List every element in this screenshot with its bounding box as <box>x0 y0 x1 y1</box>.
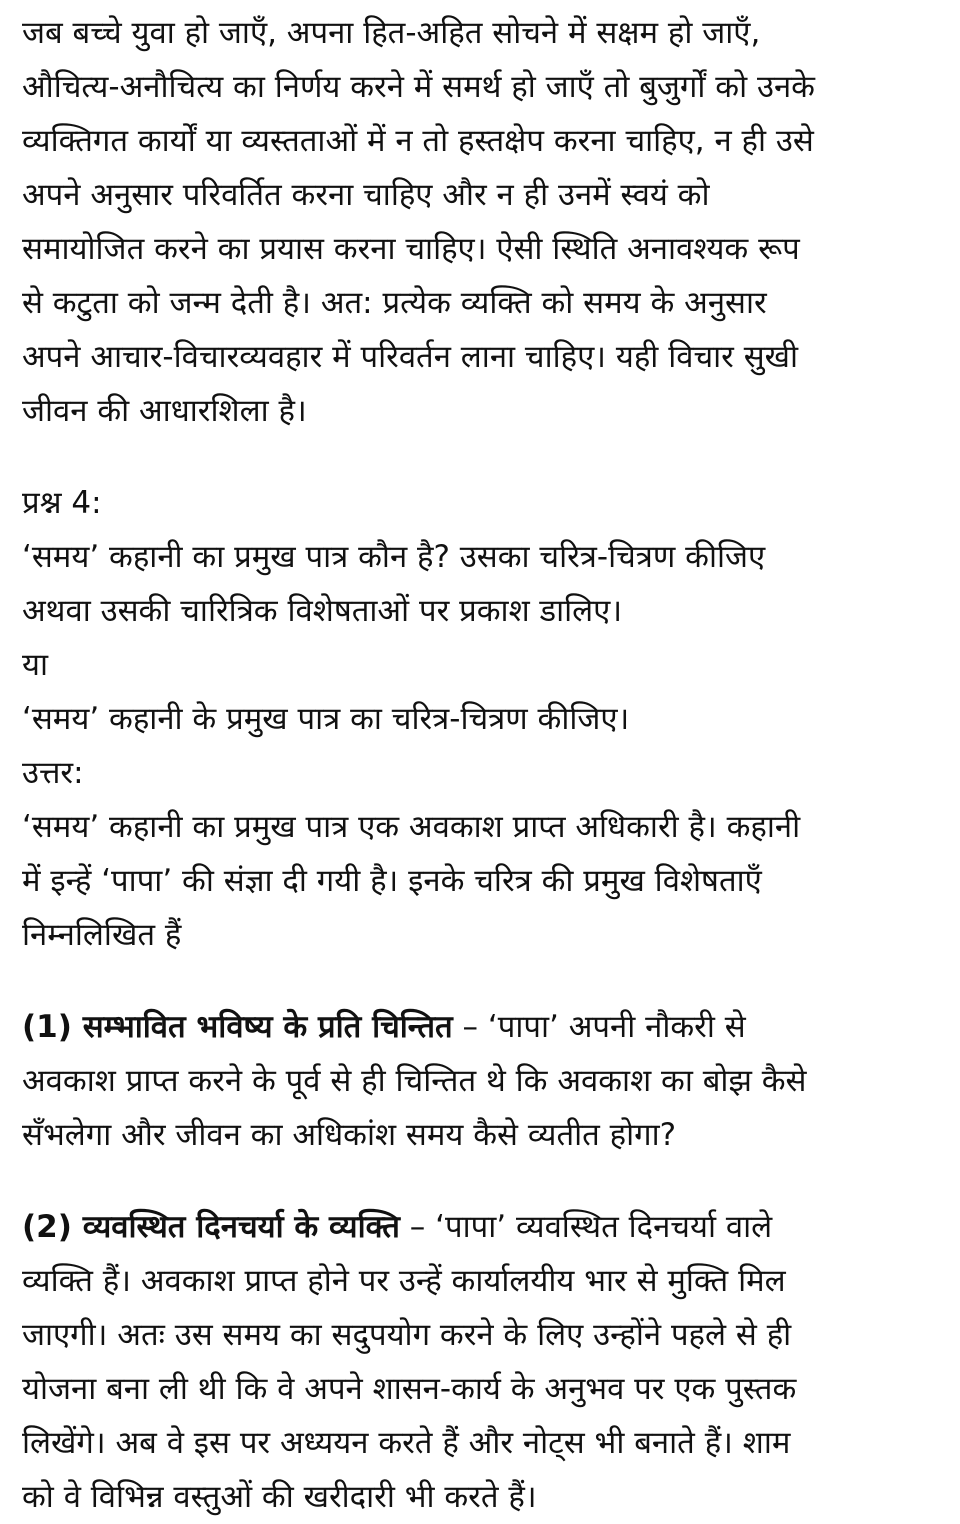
paragraph-gap <box>22 962 934 1000</box>
intro-line: अपने अनुसार परिवर्तित करना चाहिए और न ही उनमें स्वयं को <box>22 177 710 213</box>
point-1 <box>22 1000 934 1162</box>
point-1-line: सँभलेगा और जीवन का अधिकांश समय कैसे व्यतीत होगा? <box>22 1117 677 1153</box>
answer-line: में इन्हें ‘पापा’ की संज्ञा दी गयी है। इनके चरित्र की प्रमुख विशेषताएँ <box>22 863 762 899</box>
intro-paragraph <box>22 6 934 438</box>
paragraph-gap <box>22 438 934 476</box>
intro-line: से कटुता को जन्म देती है। अत: प्रत्येक व्यक्ति को समय के अनुसार <box>22 285 767 321</box>
point-1-first-line <box>22 1000 934 1054</box>
intro-line: अपने आचार-विचारव्यवहार में परिवर्तन लाना चाहिए। यही विचार सुखी <box>22 339 799 375</box>
point-1-first-text: – ‘पापा’ अपनी नौकरी से <box>452 1009 746 1045</box>
question-text-line: ‘समय’ कहानी का प्रमुख पात्र कौन है? उसका चरित्र-चित्रण कीजिए <box>22 539 766 575</box>
question-label: प्रश्न 4: <box>22 485 102 521</box>
answer-line: ‘समय’ कहानी का प्रमुख पात्र एक अवकाश प्राप्त अधिकारी है। कहानी <box>22 809 801 845</box>
answer-line: निम्नलिखित हैं <box>22 917 182 953</box>
point-2-first-line <box>22 1200 934 1254</box>
point-1-line: अवकाश प्राप्त करने के पूर्व से ही चिन्तित थे कि अवकाश का बोझ कैसे <box>22 1063 807 1099</box>
intro-line: व्यक्तिगत कार्यों या व्यस्तताओं में न तो हस्तक्षेप करना चाहिए, न ही उसे <box>22 123 814 159</box>
point-2-first-text: – ‘पापा’ व्यवस्थित दिनचर्या वाले <box>399 1209 773 1245</box>
intro-line: समायोजित करने का प्रयास करना चाहिए। ऐसी स्थिति अनावश्यक रूप <box>22 231 800 267</box>
paragraph-gap <box>22 1162 934 1200</box>
intro-line: जब बच्चे युवा हो जाएँ, अपना हित-अहित सोचने में सक्षम हो जाएँ, <box>22 15 761 51</box>
question-block <box>22 476 934 962</box>
alt-question-text: ‘समय’ कहानी के प्रमुख पात्र का चरित्र-चित्रण कीजिए। <box>22 701 630 737</box>
or-separator: या <box>22 647 49 683</box>
point-1-heading: (1) सम्भावित भविष्य के प्रति चिन्तित <box>22 1009 453 1045</box>
point-2-line: योजना बना ली थी कि वे अपने शासन-कार्य के अनुभव पर एक पुस्तक <box>22 1371 797 1407</box>
point-2-line: व्यक्ति हैं। अवकाश प्राप्त होने पर उन्हें कार्यालयीय भार से मुक्ति मिल <box>22 1263 786 1299</box>
answer-label: उत्तर: <box>22 755 84 791</box>
point-2-line: लिखेंगे। अब वे इस पर अध्ययन करते हैं और नोट्स भी बनाते हैं। शाम <box>22 1425 791 1461</box>
intro-line: औचित्य-अनौचित्य का निर्णय करने में समर्थ हो जाएँ तो बुजुर्गों को उनके <box>22 69 815 105</box>
point-2-line: जाएगी। अतः उस समय का सदुपयोग करने के लिए उन्होंने पहले से ही <box>22 1317 792 1353</box>
intro-line: जीवन की आधारशिला है। <box>22 393 307 429</box>
point-2 <box>22 1200 934 1524</box>
question-text-line: अथवा उसकी चारित्रिक विशेषताओं पर प्रकाश डालिए। <box>22 593 623 629</box>
point-2-heading: (2) व्यवस्थित दिनचर्या के व्यक्ति <box>22 1209 400 1245</box>
point-2-line: को वे विभिन्न वस्तुओं की खरीदारी भी करते हैं। <box>22 1479 537 1515</box>
